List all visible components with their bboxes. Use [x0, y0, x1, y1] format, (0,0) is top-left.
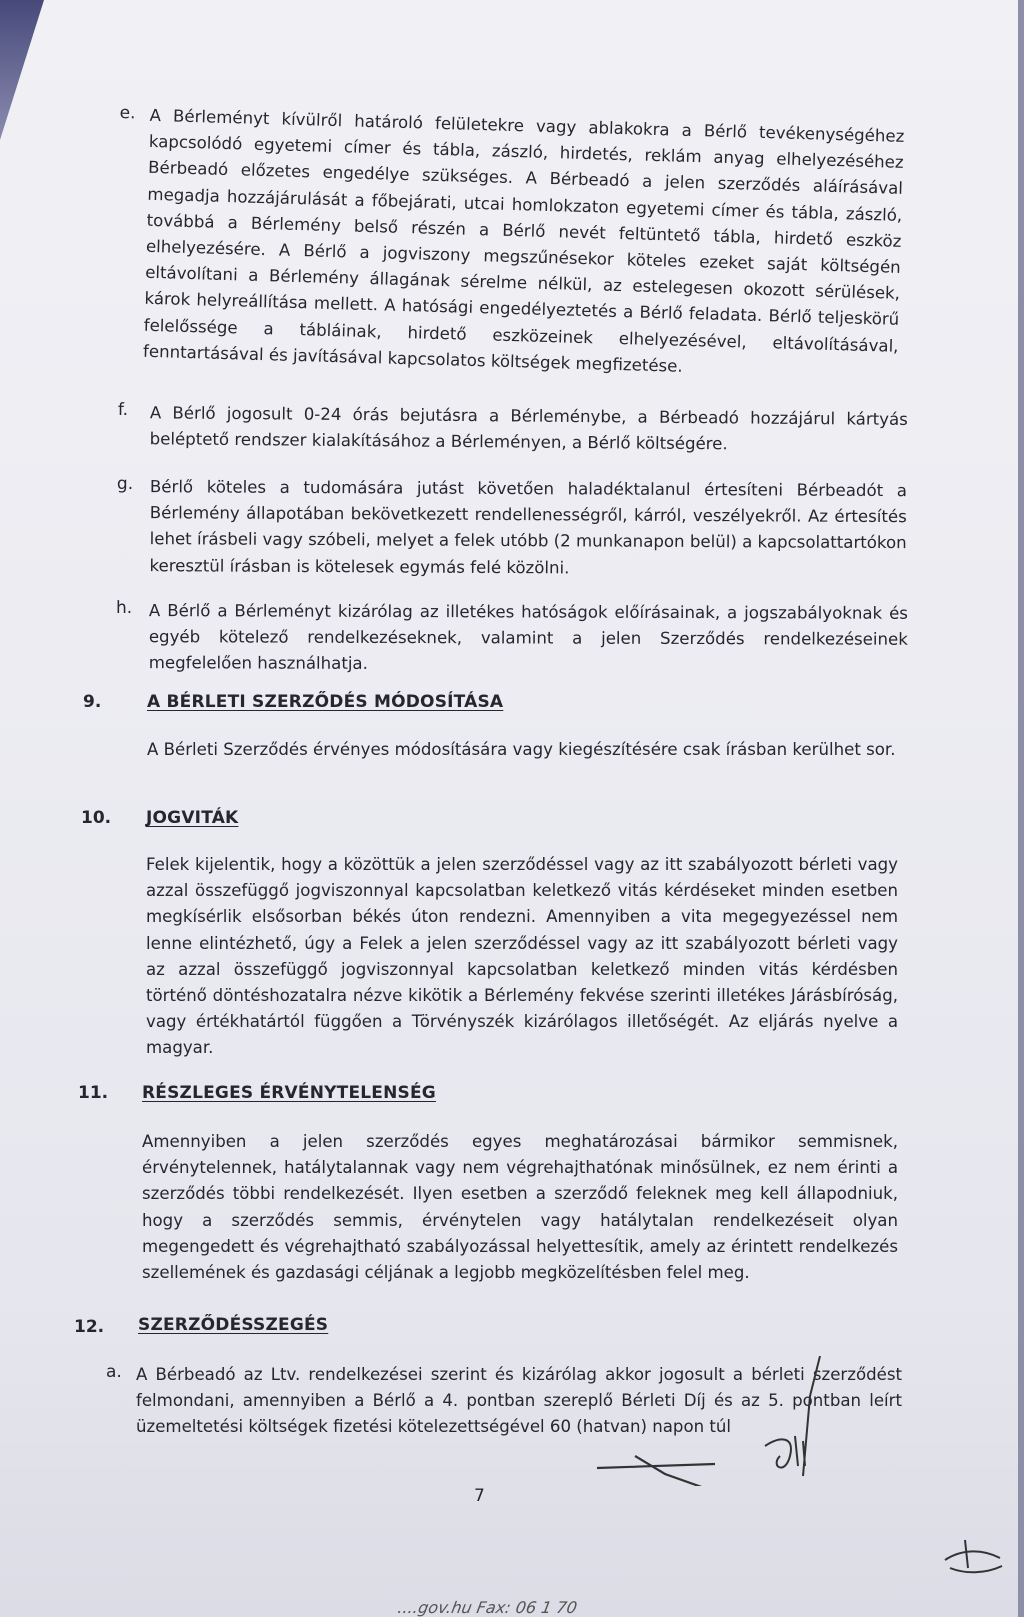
list-item-label: h.	[115, 598, 133, 619]
list-item-label: e.	[119, 102, 136, 124]
section-body: Felek kijelentik, hogy a közöttük a jelen szerződéssel vagy az itt szabályozott bérleti vagy azzal összefüggő jogviszonnyal kapcsolatban keletkező vitás kérdéseket minden esetben megkísérlik elsősorban békés úton rendezni. Amennyiben a vita megegyezéssel nem lenne elintézhető, úgy a Felek a jelen szerződéssel vagy az itt szabályozott bérleti vagy az azzal összefüggő jogviszonnyal kapcsolatban keletkező minden vitás kérdésben történő döntéshozatalra nézve kikötik a Bérlemény fekvése szerinti illetékes Járásbíróság, vagy értékhatártól függően a Törvényszék kizárólagos illetőségét. Az eljárás nyelve a magyar.	[146, 855, 898, 1058]
section-body: A Bérleti Szerződés érvényes módosítására vagy kiegészítésére csak írásban kerülhet sor.	[147, 740, 896, 759]
section-title: JOGVITÁK	[146, 808, 239, 828]
list-item-g	[116, 474, 907, 583]
section-title: SZERZŐDÉSSZEGÉS	[138, 1315, 329, 1335]
section-number: 9.	[83, 692, 102, 712]
list-item-label: g.	[116, 474, 134, 495]
page-edge-right	[1018, 0, 1024, 1617]
section-number: 10.	[81, 808, 112, 828]
signature-scribble	[595, 1356, 895, 1486]
list-item-text: A Bérleményt kívülről határoló felületekre vagy ablakokra a Bérlő tevékenységéhez kapcsolódó egyetemi címer és tábla, zászló, hirdetés, reklám anyag elhelyezéséhez Bérbeadó előzetes engedélye szükséges. A Bérbeadó a jelen szerződés aláírásával megadja hozzájárulását a főbejárati, utcai homlokzaton egyetemi címer és tábla, zászló, továbbá a Bérlemény belső részén a Bérlő nevét feltüntető tábla, hirdető eszköz elhelyezésére. A Bérlő a jogviszony megszűnésekor köteles ezeket saját költségén eltávolítani a Bérlemény állagának sérelme nélkül, az estelegesen okozott sérülések, károk helyreállítása mellett. A hatósági engedélyeztetés a Bérlő feladata. Bérlő teljeskörű felelőssége a tábláinak, hirdető eszközeinek elhelyezésével, eltávolításával, fenntartásával és javításával kapcsolatos költségek megfizetése.	[142, 105, 905, 376]
list-item-text: A Bérlő jogosult 0-24 órás bejutásra a Bérleménybe, a Bérbeadó hozzájárul kártyás beléptető rendszer kialakításához a Bérleményen, a Bérlő költségére.	[149, 403, 908, 454]
list-item-label: a.	[106, 1362, 122, 1382]
section-number: 11.	[78, 1083, 109, 1103]
footer-contact: ....gov.hu Fax: 06 1 70	[396, 1598, 579, 1617]
list-item-text: A Bérlő a Bérleményt kizárólag az illetékes hatóságok előírásainak, a jogszabályoknak és egyéb kötelező rendelkezéseknek, valamint a jelen Szerződés rendelkezéseinek megfelelően használhatja.	[148, 601, 908, 674]
page-edge-shadow	[0, 0, 44, 140]
list-item-f	[118, 400, 908, 459]
section-title: A BÉRLETI SZERZŐDÉS MÓDOSÍTÁSA	[147, 692, 504, 712]
section-title: RÉSZLEGES ÉRVÉNYTELENSÉG	[142, 1083, 436, 1103]
list-item-text: Bérlő köteles a tudomására jutást követően haladéktalanul értesíteni Bérbeadót a Bérlemény állapotában bekövetkezett rendellenességről, kárról, veszélyekről. Az értesítés lehet írásbeli vagy szóbeli, melyet a felek utóbb (2 munkanapon belül) a kapcsolattartókon keresztül írásban is kötelesek egymás felé közölni.	[149, 477, 907, 577]
page-number: 7	[474, 1486, 485, 1506]
section-number: 12.	[74, 1317, 105, 1337]
section-body: Amennyiben a jelen szerződés egyes meghatározásai bármikor semmisnek, érvénytelennek, hatálytalannak vagy nem végrehajthatónak minősülnek, ez nem érinti a szerződés többi rendelkezését. Ilyen esetben a szerződő feleknek meg kell állapodniuk, hogy a szerződés semmis, érvénytelen vagy hatálytalan rendelkezéseit olyan megengedett és végrehajtható szabályozással helyettesítik, amely az érintett rendelkezés szellemének és gazdasági céljának a legjobb megközelítésben felel meg.	[142, 1132, 898, 1283]
initials-scribble	[940, 1530, 1010, 1580]
list-item-text: A Bérbeadó az Ltv. rendelkezései szerint és kizárólag akkor jogosult a bérleti szerződést felmondani, amennyiben a Bérlő a 4. pontban szereplő Bérleti Díj és az 5. pontban leírt üzemeltetési költségek fizetési kötelezettségével 60 (hatvan) napon túl	[136, 1365, 902, 1437]
list-item-h	[116, 598, 908, 679]
list-item-e	[113, 102, 905, 386]
list-item-label: f.	[117, 400, 129, 421]
